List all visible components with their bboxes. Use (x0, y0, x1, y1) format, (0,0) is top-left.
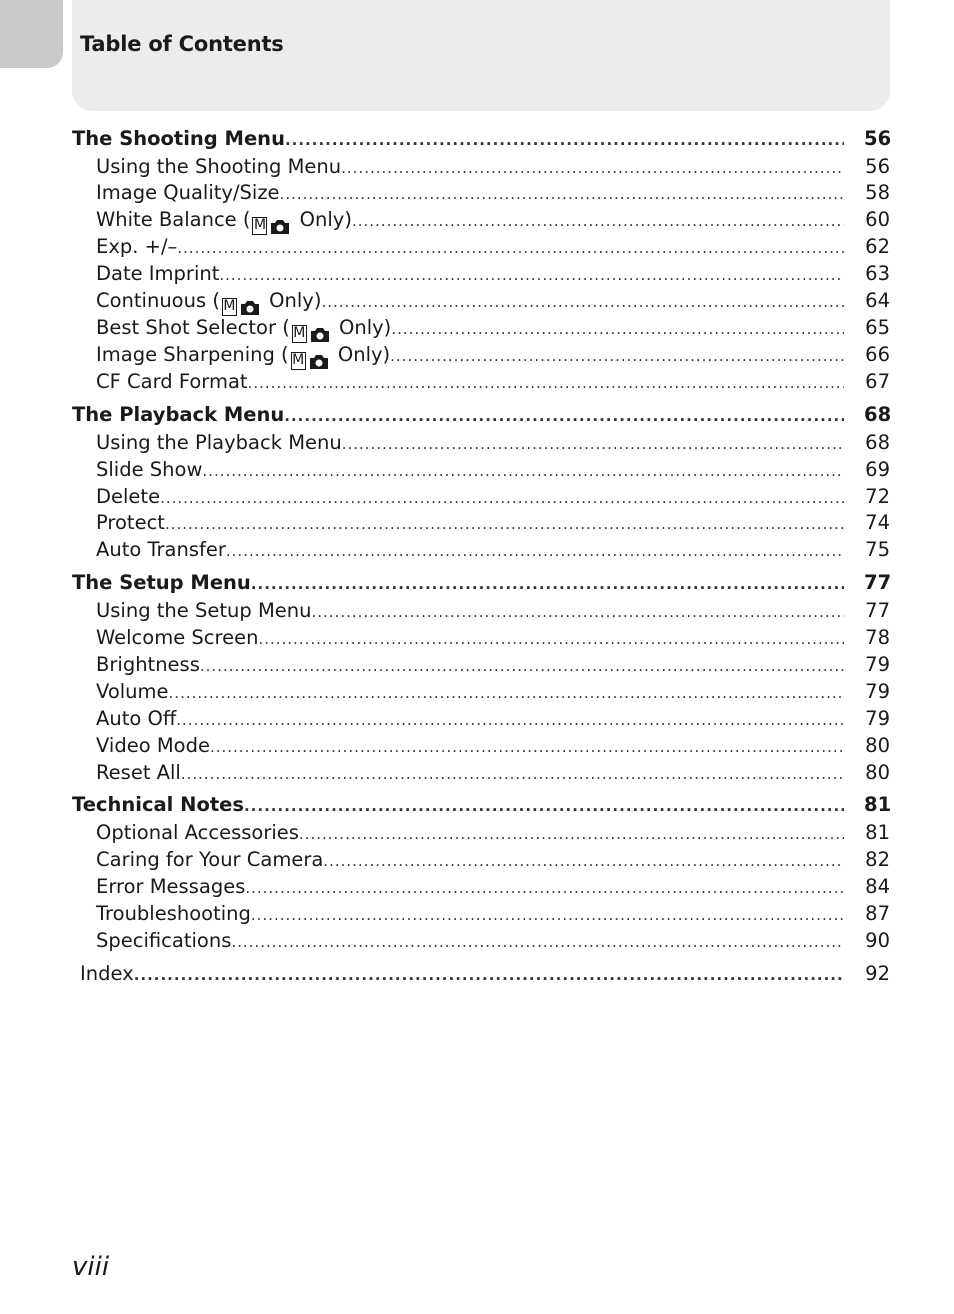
manual-mode-icon: M (292, 352, 305, 368)
toc-entry-label (72, 401, 284, 428)
toc-index-entry[interactable] (72, 960, 890, 987)
toc-entry-label (72, 483, 160, 510)
toc-entry[interactable] (72, 624, 890, 651)
dot-leader (285, 125, 844, 154)
toc-entry[interactable] (72, 651, 890, 678)
toc-page-number: 69 (865, 458, 890, 481)
toc-entry-label (72, 597, 311, 624)
toc-entry[interactable] (72, 678, 890, 705)
toc-entry-title: Using the Setup Menu (96, 599, 312, 622)
header-band (72, 0, 890, 111)
toc-entry-label (72, 624, 258, 651)
toc-entry-title: Date Imprint (96, 262, 220, 285)
toc-entry-label (72, 705, 176, 732)
toc-entry[interactable] (72, 846, 890, 873)
toc-entry-label (72, 569, 251, 596)
dot-leader (251, 900, 844, 929)
toc-entry-label (72, 791, 244, 818)
dot-leader (210, 732, 844, 761)
toc-entry-title: Reset All (96, 761, 181, 784)
toc-entry[interactable] (72, 705, 890, 732)
toc-entry-label (72, 179, 280, 206)
toc-entry-title: Delete (96, 485, 161, 508)
toc-entry-label (72, 759, 181, 786)
toc-page-number: 80 (865, 761, 890, 784)
dot-leader (231, 927, 844, 956)
dot-leader (342, 429, 844, 458)
dot-leader (226, 536, 844, 565)
dot-leader (177, 233, 844, 262)
dot-leader (391, 314, 844, 343)
camera-icon (269, 218, 291, 235)
toc-entry-label (72, 873, 245, 900)
toc-entry-label (72, 287, 321, 314)
toc-entry[interactable] (72, 368, 890, 395)
toc-page-number: 92 (865, 962, 890, 985)
toc-entry-title-suffix: Only) (293, 208, 352, 231)
dot-leader (245, 873, 844, 902)
toc-page-number: 74 (865, 511, 890, 534)
dot-leader (280, 179, 844, 208)
corner-tab (0, 0, 63, 68)
toc-entry[interactable] (72, 153, 890, 180)
dot-leader (165, 509, 844, 538)
toc-page-number: 80 (865, 734, 890, 757)
toc-entry[interactable] (72, 597, 890, 624)
toc-page-number: 79 (865, 653, 890, 676)
toc-entry-title: Troubleshooting (96, 902, 251, 925)
dot-leader (219, 260, 844, 289)
toc-entry-title: The Playback Menu (72, 403, 285, 426)
toc-entry-label (72, 314, 391, 341)
toc-entry-label (72, 206, 352, 233)
toc-entry-title: Auto Off (96, 707, 177, 730)
toc-entry-title: Best Shot Selector ( (96, 316, 290, 339)
toc-entry-title: Welcome Screen (96, 626, 259, 649)
toc-entry[interactable] (72, 509, 890, 536)
toc-entry[interactable] (72, 314, 890, 341)
toc-page-number: 87 (865, 902, 890, 925)
manual-mode-icon: M (253, 217, 267, 233)
toc-entry[interactable] (72, 179, 890, 206)
toc-entry-label (72, 651, 200, 678)
page-folio: viii (72, 1252, 110, 1282)
toc-entry[interactable] (72, 341, 890, 368)
toc-entry[interactable] (72, 206, 890, 233)
toc-page-number: 62 (865, 235, 890, 258)
dot-leader (299, 819, 844, 848)
toc-section-entry[interactable] (72, 569, 890, 596)
dot-leader (160, 483, 844, 512)
toc-page-number: 65 (865, 316, 890, 339)
toc-entry-title: Brightness (96, 653, 200, 676)
toc-entry-title: Technical Notes (72, 793, 245, 816)
dot-leader (251, 569, 844, 598)
dot-leader (321, 287, 844, 316)
toc-entry-title: Using the Playback Menu (96, 431, 342, 454)
dot-leader (284, 401, 844, 430)
toc-entry-label (72, 509, 165, 536)
toc-page-number: 72 (865, 485, 890, 508)
toc-entry-label (72, 233, 177, 260)
toc-entry-title: Slide Show (96, 458, 203, 481)
toc-entry-label (72, 819, 299, 846)
toc-entry-label (72, 900, 251, 927)
toc-entry-title: Image Sharpening ( (96, 343, 289, 366)
toc-entry-title: Using the Shooting Menu (96, 155, 342, 178)
toc-section-entry[interactable] (72, 125, 890, 152)
toc-entry-label (72, 341, 390, 368)
toc-entry[interactable] (72, 873, 890, 900)
toc-entry-title: Continuous ( (96, 289, 220, 312)
dot-leader (341, 153, 844, 182)
toc-entry-label (72, 536, 226, 563)
toc-entry-title: Protect (96, 511, 165, 534)
toc-entry-label (72, 846, 323, 873)
camera-icon (239, 299, 261, 316)
toc-entry[interactable] (72, 233, 890, 260)
dot-leader (390, 341, 844, 370)
toc-entry-title-suffix: Only) (331, 343, 391, 366)
toc-page-number: 56 (865, 155, 890, 178)
toc-entry-label (72, 678, 169, 705)
toc-entry-label (72, 456, 202, 483)
toc-entry-title-suffix: Only) (332, 316, 392, 339)
toc-entry[interactable] (72, 287, 890, 314)
camera-icon (309, 326, 331, 343)
toc-page-number: 77 (864, 571, 892, 594)
toc-page-number: 68 (864, 403, 892, 426)
dot-leader (202, 456, 844, 485)
camera-icon (308, 353, 330, 370)
dot-leader (352, 206, 844, 235)
toc-page-number: 60 (865, 208, 890, 231)
toc-entry-title: The Setup Menu (72, 571, 251, 594)
toc-entry[interactable] (72, 927, 890, 954)
dot-leader (244, 791, 844, 820)
toc-page-number: 79 (865, 680, 890, 703)
toc-entry-title: CF Card Format (96, 370, 248, 393)
toc-entry-title: Image Quality/Size (96, 181, 280, 204)
toc-entry-label (72, 927, 231, 954)
toc-page-number: 56 (864, 127, 892, 150)
toc-page-number: 63 (865, 262, 890, 285)
toc-section-entry[interactable] (72, 791, 890, 818)
toc-entry-title: Optional Accessories (96, 821, 299, 844)
toc-entry[interactable] (72, 759, 890, 786)
toc-page-number: 68 (865, 431, 890, 454)
toc-page-number: 77 (865, 599, 890, 622)
toc-entry-title: Video Mode (96, 734, 210, 757)
toc-entry-title: Error Messages (96, 875, 246, 898)
toc-page-number: 79 (865, 707, 890, 730)
toc-entry-title-suffix: Only) (262, 289, 322, 312)
toc-entry-title: Volume (96, 680, 169, 703)
dot-leader (258, 624, 844, 653)
toc-entry-label (72, 732, 210, 759)
toc-page-number: 67 (865, 370, 890, 393)
toc-entry[interactable] (72, 429, 890, 456)
toc-section-entry[interactable] (72, 401, 890, 428)
toc-page-number: 81 (864, 793, 892, 816)
toc-entry-label (72, 960, 134, 987)
toc-page-number: 78 (865, 626, 890, 649)
toc-entry-title: Caring for Your Camera (96, 848, 324, 871)
toc-entry-title: Exp. +/– (96, 235, 178, 258)
toc-page-number: 66 (865, 343, 890, 366)
toc-page-number: 58 (865, 181, 890, 204)
toc-entry[interactable] (72, 819, 890, 846)
toc-page-number: 64 (865, 289, 890, 312)
toc-entry[interactable] (72, 483, 890, 510)
toc-page-number: 90 (865, 929, 890, 952)
dot-leader (200, 651, 844, 680)
dot-leader (176, 705, 844, 734)
toc-entry-label (72, 125, 285, 152)
toc-entry-title: Specifications (96, 929, 232, 952)
toc-entry-title: White Balance ( (96, 208, 251, 231)
toc-entry[interactable] (72, 536, 890, 563)
dot-leader (181, 759, 844, 788)
page-title: Table of Contents (80, 32, 284, 56)
toc-entry-title: Index (80, 962, 134, 985)
toc-entry-label (72, 429, 342, 456)
toc-page-number: 84 (865, 875, 890, 898)
toc-page-number: 82 (865, 848, 890, 871)
toc-entry[interactable] (72, 456, 890, 483)
toc-entry-label (72, 153, 341, 180)
dot-leader (134, 960, 844, 989)
toc-entry[interactable] (72, 732, 890, 759)
dot-leader (323, 846, 844, 875)
toc-page-number: 75 (865, 538, 890, 561)
dot-leader (311, 597, 844, 626)
toc-entry-title: Auto Transfer (96, 538, 226, 561)
toc-entry-label (72, 260, 219, 287)
dot-leader (169, 678, 844, 707)
toc-page-number: 81 (865, 821, 890, 844)
manual-mode-icon: M (293, 325, 306, 341)
manual-mode-icon: M (223, 298, 236, 314)
toc-entry-label (72, 368, 248, 395)
toc-entry[interactable] (72, 260, 890, 287)
dot-leader (248, 368, 844, 397)
toc-entry-title: The Shooting Menu (72, 127, 285, 150)
toc-entry[interactable] (72, 900, 890, 927)
